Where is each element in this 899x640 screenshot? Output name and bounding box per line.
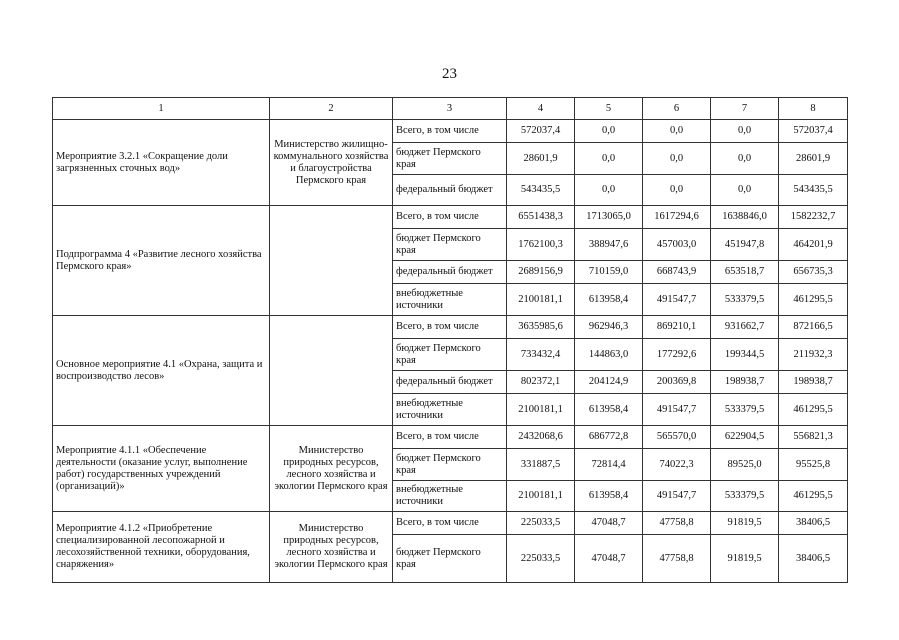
- value-cell: 211932,3: [779, 339, 848, 371]
- value-cell: 613958,4: [575, 481, 643, 512]
- header-cell: 7: [711, 98, 779, 120]
- value-cell: 91819,5: [711, 535, 779, 583]
- funding-source: Всего, в том числе: [393, 120, 507, 143]
- value-cell: 533379,5: [711, 481, 779, 512]
- value-cell: 47758,8: [643, 535, 711, 583]
- value-cell: 491547,7: [643, 394, 711, 426]
- funding-source: Всего, в том числе: [393, 206, 507, 229]
- activity-name: Мероприятие 4.1.2 «Приобретение специализированной лесопожарной и лесохозяйственной техники, оборудования, снаряжения»: [53, 512, 270, 583]
- value-cell: 622904,5: [711, 426, 779, 449]
- value-cell: 461295,5: [779, 284, 848, 316]
- funding-source: внебюджетные источники: [393, 394, 507, 426]
- value-cell: 533379,5: [711, 394, 779, 426]
- value-cell: 91819,5: [711, 512, 779, 535]
- value-cell: 47048,7: [575, 535, 643, 583]
- value-cell: 2100181,1: [507, 481, 575, 512]
- value-cell: 869210,1: [643, 316, 711, 339]
- value-cell: 2432068,6: [507, 426, 575, 449]
- responsible-executor: [270, 206, 393, 316]
- value-cell: 491547,7: [643, 481, 711, 512]
- page-number: 23: [442, 66, 457, 82]
- value-cell: 1713065,0: [575, 206, 643, 229]
- value-cell: 0,0: [575, 175, 643, 206]
- value-cell: 28601,9: [507, 143, 575, 175]
- value-cell: 491547,7: [643, 284, 711, 316]
- value-cell: 710159,0: [575, 261, 643, 284]
- value-cell: 0,0: [643, 143, 711, 175]
- value-cell: 1638846,0: [711, 206, 779, 229]
- value-cell: 95525,8: [779, 449, 848, 481]
- header-cell: 2: [270, 98, 393, 120]
- value-cell: 464201,9: [779, 229, 848, 261]
- funding-source: федеральный бюджет: [393, 261, 507, 284]
- funding-source: федеральный бюджет: [393, 371, 507, 394]
- header-row: [53, 98, 848, 120]
- value-cell: 0,0: [575, 120, 643, 143]
- responsible-executor: [270, 316, 393, 426]
- value-cell: 388947,6: [575, 229, 643, 261]
- value-cell: 457003,0: [643, 229, 711, 261]
- funding-source: бюджет Пермского края: [393, 143, 507, 175]
- value-cell: 3635985,6: [507, 316, 575, 339]
- value-cell: 177292,6: [643, 339, 711, 371]
- value-cell: 198938,7: [711, 371, 779, 394]
- value-cell: 200369,8: [643, 371, 711, 394]
- table-row: [53, 316, 848, 339]
- value-cell: 1582232,7: [779, 206, 848, 229]
- value-cell: 38406,5: [779, 512, 848, 535]
- responsible-executor: Министерство природных ресурсов, лесного хозяйства и экологии Пермского края: [270, 512, 393, 583]
- value-cell: 1762100,3: [507, 229, 575, 261]
- funding-source: бюджет Пермского края: [393, 535, 507, 583]
- value-cell: 802372,1: [507, 371, 575, 394]
- value-cell: 613958,4: [575, 394, 643, 426]
- header-cell: 1: [53, 98, 270, 120]
- value-cell: 656735,3: [779, 261, 848, 284]
- value-cell: 686772,8: [575, 426, 643, 449]
- responsible-executor: Министерство жилищно-коммунального хозяйства и благоустройства Пермского края: [270, 120, 393, 206]
- value-cell: 572037,4: [779, 120, 848, 143]
- table-row: [53, 512, 848, 535]
- activity-name: Основное мероприятие 4.1 «Охрана, защита и воспроизводство лесов»: [53, 316, 270, 426]
- value-cell: 72814,4: [575, 449, 643, 481]
- value-cell: 2100181,1: [507, 394, 575, 426]
- value-cell: 0,0: [711, 120, 779, 143]
- budget-table: [52, 97, 848, 583]
- header-cell: 4: [507, 98, 575, 120]
- value-cell: 1617294,6: [643, 206, 711, 229]
- funding-source: бюджет Пермского края: [393, 229, 507, 261]
- value-cell: 47758,8: [643, 512, 711, 535]
- table-row: [53, 426, 848, 449]
- value-cell: 556821,3: [779, 426, 848, 449]
- funding-source: Всего, в том числе: [393, 316, 507, 339]
- header-cell: 6: [643, 98, 711, 120]
- value-cell: 89525,0: [711, 449, 779, 481]
- value-cell: 533379,5: [711, 284, 779, 316]
- value-cell: 47048,7: [575, 512, 643, 535]
- value-cell: 962946,3: [575, 316, 643, 339]
- activity-name: Мероприятие 3.2.1 «Сокращение доли загрязненных сточных вод»: [53, 120, 270, 206]
- funding-source: Всего, в том числе: [393, 426, 507, 449]
- value-cell: 28601,9: [779, 143, 848, 175]
- funding-source: внебюджетные источники: [393, 284, 507, 316]
- value-cell: 198938,7: [779, 371, 848, 394]
- value-cell: 199344,5: [711, 339, 779, 371]
- table-row: [53, 120, 848, 143]
- table-row: [53, 206, 848, 229]
- value-cell: 2100181,1: [507, 284, 575, 316]
- funding-source: Всего, в том числе: [393, 512, 507, 535]
- value-cell: 613958,4: [575, 284, 643, 316]
- value-cell: 6551438,3: [507, 206, 575, 229]
- funding-source: федеральный бюджет: [393, 175, 507, 206]
- value-cell: 0,0: [643, 120, 711, 143]
- header-cell: 8: [779, 98, 848, 120]
- responsible-executor: Министерство природных ресурсов, лесного хозяйства и экологии Пермского края: [270, 426, 393, 512]
- value-cell: 461295,5: [779, 394, 848, 426]
- value-cell: 2689156,9: [507, 261, 575, 284]
- value-cell: 565570,0: [643, 426, 711, 449]
- value-cell: 572037,4: [507, 120, 575, 143]
- value-cell: 74022,3: [643, 449, 711, 481]
- value-cell: 225033,5: [507, 535, 575, 583]
- value-cell: 451947,8: [711, 229, 779, 261]
- value-cell: 331887,5: [507, 449, 575, 481]
- value-cell: 38406,5: [779, 535, 848, 583]
- activity-name: Подпрограмма 4 «Развитие лесного хозяйства Пермского края»: [53, 206, 270, 316]
- value-cell: 653518,7: [711, 261, 779, 284]
- value-cell: 931662,7: [711, 316, 779, 339]
- value-cell: 144863,0: [575, 339, 643, 371]
- value-cell: 543435,5: [507, 175, 575, 206]
- funding-source: бюджет Пермского края: [393, 449, 507, 481]
- value-cell: 668743,9: [643, 261, 711, 284]
- funding-source: внебюджетные источники: [393, 481, 507, 512]
- value-cell: 0,0: [575, 143, 643, 175]
- activity-name: Мероприятие 4.1.1 «Обеспечение деятельности (оказание услуг, выполнение работ) государственных учреждений (организаций)»: [53, 426, 270, 512]
- value-cell: 0,0: [643, 175, 711, 206]
- header-cell: 3: [393, 98, 507, 120]
- value-cell: 733432,4: [507, 339, 575, 371]
- value-cell: 0,0: [711, 143, 779, 175]
- funding-source: бюджет Пермского края: [393, 339, 507, 371]
- value-cell: 225033,5: [507, 512, 575, 535]
- value-cell: 461295,5: [779, 481, 848, 512]
- value-cell: 872166,5: [779, 316, 848, 339]
- value-cell: 204124,9: [575, 371, 643, 394]
- value-cell: 0,0: [711, 175, 779, 206]
- header-cell: 5: [575, 98, 643, 120]
- value-cell: 543435,5: [779, 175, 848, 206]
